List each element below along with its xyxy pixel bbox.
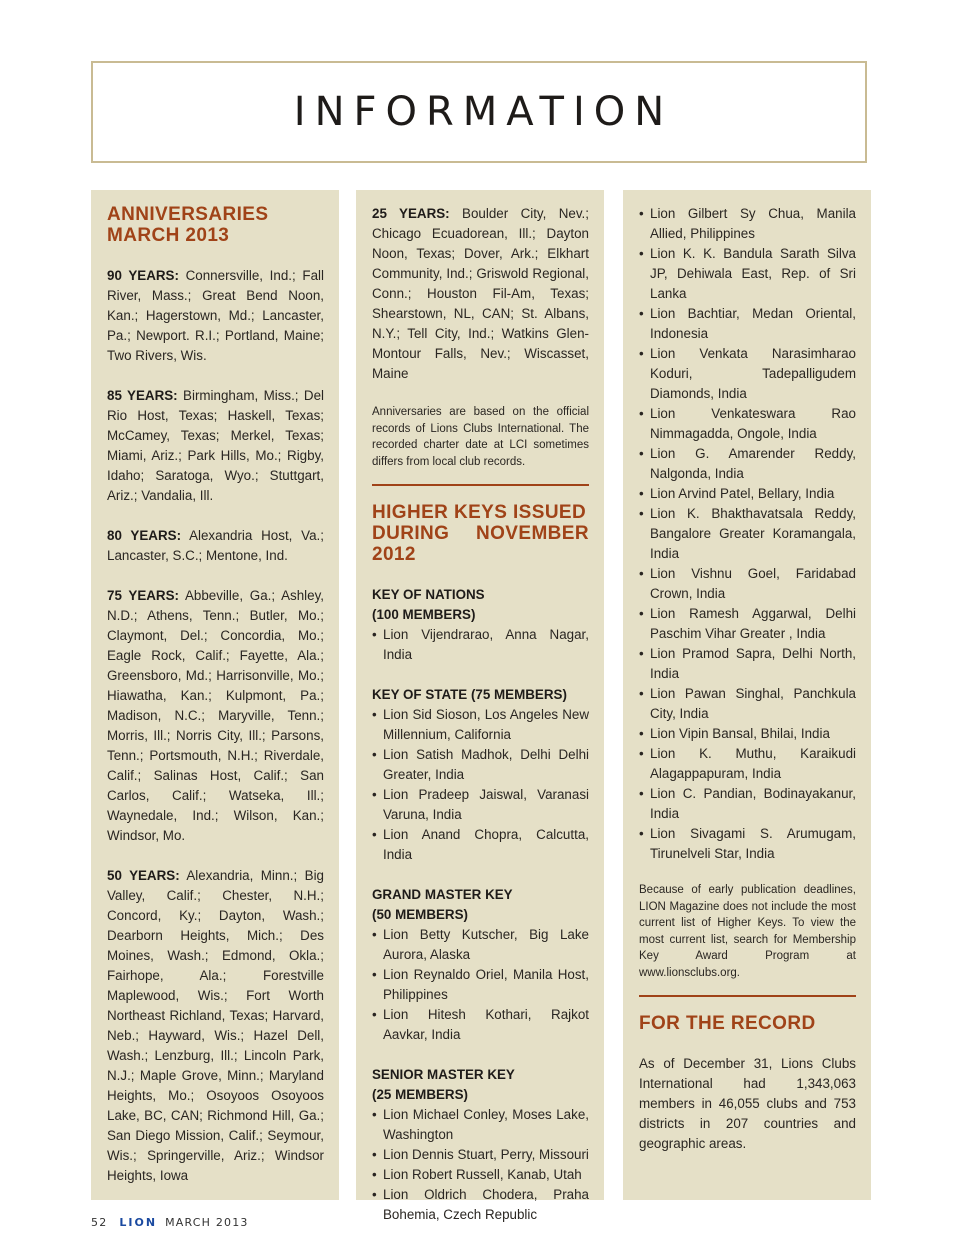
page-footer xyxy=(91,1216,249,1229)
senior-master-key-list-continued xyxy=(639,204,856,864)
list-item: • Lion Vipin Bansal, Bhilai, India xyxy=(639,724,856,744)
grand-master-key-group xyxy=(372,885,589,1045)
list-item: • Lion Pramod Sapra, Delhi North, India xyxy=(639,644,856,684)
grand-master-key-title-line1: GRAND MASTER KEY xyxy=(372,887,513,902)
issue-date: MARCH 2013 xyxy=(165,1216,249,1229)
column-3 xyxy=(623,190,871,1200)
list-item: • Lion Pradeep Jaiswal, Varanasi Varuna, India xyxy=(372,785,589,825)
anniversaries-heading xyxy=(107,204,324,246)
key-of-nations-title-line1: KEY OF NATIONS xyxy=(372,587,485,602)
list-item: • Lion Gilbert Sy Chua, Manila Allied, Philippines xyxy=(639,204,856,244)
for-the-record-heading: FOR THE RECORD xyxy=(639,1013,816,1034)
list-item: • Lion Sivagami S. Arumugam, Tirunelveli Star, India xyxy=(639,824,856,864)
key-of-nations-group xyxy=(372,585,589,665)
anniversary-entry-25 xyxy=(372,204,589,384)
higher-keys-heading xyxy=(372,502,589,565)
list-item: • Lion Betty Kutscher, Big Lake Aurora, Alaska xyxy=(372,925,589,965)
list-item: • Lion Vijendrarao, Anna Nagar, India xyxy=(372,625,589,665)
list-item: • Lion Michael Conley, Moses Lake, Washington xyxy=(372,1105,589,1145)
grand-master-key-title xyxy=(372,885,589,925)
anniversary-label: 75 YEARS: xyxy=(107,588,179,603)
higher-keys-note: Because of early publication deadlines, LION Magazine does not include the most current list of Higher Keys. To view the most current list, search for Membership Key Award Program at www.lionsclubs.org. xyxy=(639,884,856,979)
anniversary-text: Connersville, Ind.; Fall River, Mass.; Great Bend Noon, Kan.; Hagerstown, Md.; Lancaster, Pa.; Newport. R.I.; Portland, Maine; Two Rivers, Wis. xyxy=(107,268,324,363)
list-item: • Lion K. Bhakthavatsala Reddy, Bangalore Greater Koramangala, India xyxy=(639,504,856,564)
anniversary-entry-75 xyxy=(107,586,324,846)
key-of-nations-title xyxy=(372,585,589,625)
list-item: • Lion Vishnu Goel, Faridabad Crown, India xyxy=(639,564,856,604)
anniversary-text: Birmingham, Miss.; Del Rio Host, Texas; Haskell, Texas; McCamey, Texas; Merkel, Texas; Miami, Ariz.; Park Hills, Mo.; Rigby, Idaho; Saratoga, Wyo.; Stuttgart, Ariz.; Vandalia, Ill. xyxy=(107,388,325,503)
page-title: INFORMATION xyxy=(293,89,674,135)
anniversary-label: 85 YEARS: xyxy=(107,388,178,403)
senior-master-key-title-line1: SENIOR MASTER KEY xyxy=(372,1067,515,1082)
anniversaries-heading-line1: ANNIVERSARIES xyxy=(107,204,269,225)
list-item: • Lion Hitesh Kothari, Rajkot Aavkar, India xyxy=(372,1005,589,1045)
page-number: 52 xyxy=(91,1216,108,1229)
column-2 xyxy=(356,190,604,1222)
list-item: • Lion Robert Russell, Kanab, Utah xyxy=(372,1165,589,1185)
higher-keys-heading-line1: HIGHER KEYS ISSUED xyxy=(372,502,587,523)
anniversary-entry-85 xyxy=(107,386,324,506)
anniversary-text: Boulder City, Nev.; Chicago Ecuadorean, Ill.; Dayton Noon, Texas; Dover, Ark.; Elkhart Community, Ind.; Griswold Regional, Conn.; Houston Fil-Am, Texas; Shearstown, NL, CAN; St. Albans, N.Y.; Tell City, Ind.; Watkins Glen-Montour Falls, Nev.; Wiscasset, Maine xyxy=(372,206,589,381)
list-item: • Lion Reynaldo Oriel, Manila Host, Philippines xyxy=(372,965,589,1005)
magazine-name: LION xyxy=(119,1216,158,1229)
anniversary-label: 90 YEARS: xyxy=(107,268,179,283)
section-divider xyxy=(372,484,589,486)
key-of-nations-title-line2: (100 MEMBERS) xyxy=(372,607,476,622)
list-item: • Lion C. Pandian, Bodinayakanur, India xyxy=(639,784,856,824)
anniversary-text: Abbeville, Ga.; Ashley, N.D.; Athens, Tenn.; Butler, Mo.; Claymont, Del.; Concordia, Mo.; Eagle Rock, Calif.; Fayette, Ala.; Greensboro, Md.; Harrisonville, Mo.; Hiawatha, Kan.; Kulpmont, Pa.; Madison, N.C.; Maryville, Tenn.; Morris, Ill.; Norris City, Ill.; Parsons, Tenn.; Portsmouth, N.H.; Riverdale, Calif.; Salinas Host, Calif.; San Carlos, Calif.; Watseka, Ill.; Waynedale, Ind.; Wilson, Kan.; Windsor, Mo. xyxy=(107,588,324,843)
anniversary-entry-90 xyxy=(107,266,324,366)
section-divider xyxy=(639,995,856,997)
list-item: • Lion Bachtiar, Medan Oriental, Indonesia xyxy=(639,304,856,344)
list-item: • Lion Ramesh Aggarwal, Delhi Paschim Vihar Greater , India xyxy=(639,604,856,644)
list-item: • Lion K. Muthu, Karaikudi Alagappapuram, India xyxy=(639,744,856,784)
list-item: • Lion K. K. Bandula Sarath Silva JP, Dehiwala East, Rep. of Sri Lanka xyxy=(639,244,856,304)
key-of-state-group xyxy=(372,685,589,865)
higher-keys-heading-line2: DURING NOVEMBER 2012 xyxy=(372,523,589,565)
list-item: • Lion Arvind Patel, Bellary, India xyxy=(639,484,856,504)
list-item: • Lion Satish Madhok, Delhi Delhi Greater, India xyxy=(372,745,589,785)
list-item: • Lion Venkateswara Rao Nimmagadda, Ongole, India xyxy=(639,404,856,444)
list-item: • Lion Pawan Singhal, Panchkula City, India xyxy=(639,684,856,724)
for-the-record-text: As of December 31, Lions Clubs International had 1,343,063 members in 46,055 clubs and 753 districts in 207 countries and geographic areas. xyxy=(639,1056,856,1151)
anniversary-label: 50 YEARS: xyxy=(107,868,180,883)
list-item: • Lion Dennis Stuart, Perry, Missouri xyxy=(372,1145,589,1165)
senior-master-key-title-line2: (25 MEMBERS) xyxy=(372,1087,468,1102)
list-item: • Lion Anand Chopra, Calcutta, India xyxy=(372,825,589,865)
senior-master-key-title xyxy=(372,1065,589,1105)
grand-master-key-title-line2: (50 MEMBERS) xyxy=(372,907,468,922)
key-of-state-title: KEY OF STATE (75 MEMBERS) xyxy=(372,687,567,702)
anniversary-label: 80 YEARS: xyxy=(107,528,182,543)
list-item: • Lion G. Amarender Reddy, Nalgonda, India xyxy=(639,444,856,484)
list-item: • Lion Sid Sioson, Los Angeles New Millennium, California xyxy=(372,705,589,745)
anniversaries-heading-line2: MARCH 2013 xyxy=(107,225,230,246)
senior-master-key-group xyxy=(372,1065,589,1225)
anniversary-text: Alexandria, Minn.; Big Valley, Calif.; Chester, N.H.; Concord, Ky.; Dayton, Wash.; Dearborn Heights, Mich.; Des Moines, Wash.; Edmond, Okla.; Fairhope, Ala.; Forestville Maplewood, Wis.; Fort Worth Northeast Richland, Texas; Harvard, Neb.; Hayward, Wis.; Hazel Dell, Wash.; Lenzburg, Ill.; Lincoln Park, N.J.; Maple Grove, Minn.; Maryland Heights, Mo.; Osoyoos Osoyoos Lake, BC, CAN; Richmond Hill, Ga.; San Diego Mission, Calif.; Seymour, Wis.; Springerville, Ariz.; Windsor Heights, Iowa xyxy=(107,868,325,1183)
anniversary-entry-50 xyxy=(107,866,324,1186)
column-1 xyxy=(91,190,339,1200)
list-item: • Lion Venkata Narasimharao Koduri, Tadepalligudem Diamonds, India xyxy=(639,344,856,404)
anniversaries-note: Anniversaries are based on the official records of Lions Clubs International. The recorded charter date at LCI sometimes differs from local club records. xyxy=(372,406,589,468)
page-banner xyxy=(91,61,867,163)
anniversary-label: 25 YEARS: xyxy=(372,206,450,221)
anniversary-entry-80 xyxy=(107,526,324,566)
list-item: • Lion Oldrich Chodera, Praha Bohemia, Czech Republic xyxy=(372,1185,589,1225)
anniversary-text: Alexandria Host, Va.; Lancaster, S.C.; Mentone, Ind. xyxy=(107,528,324,563)
